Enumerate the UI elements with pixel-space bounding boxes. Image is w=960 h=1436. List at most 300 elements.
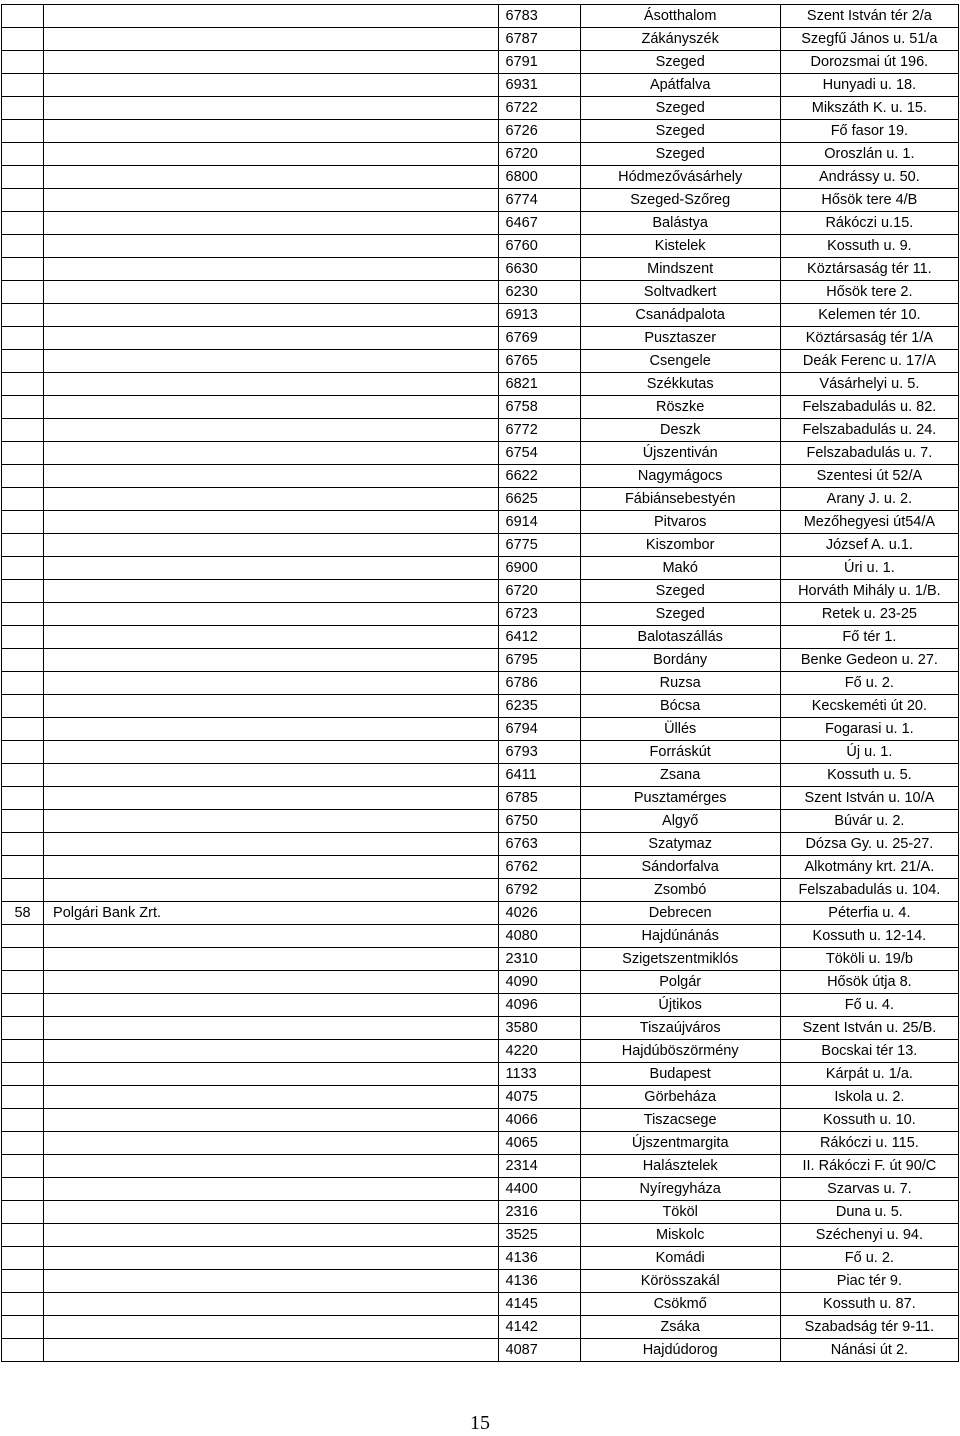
table-row bbox=[2, 1178, 959, 1201]
postal-code-cell: 2314 bbox=[498, 1155, 580, 1178]
city-cell: Nyíregyháza bbox=[580, 1178, 780, 1201]
row-number-cell bbox=[2, 1040, 44, 1063]
address-cell: Fő fasor 19. bbox=[780, 120, 958, 143]
table-row bbox=[2, 971, 959, 994]
address-cell: Dorozsmai út 196. bbox=[780, 51, 958, 74]
address-cell: Hősök tere 2. bbox=[780, 281, 958, 304]
row-number-cell bbox=[2, 1339, 44, 1362]
postal-code-cell: 2310 bbox=[498, 948, 580, 971]
table-row bbox=[2, 511, 959, 534]
row-number-cell bbox=[2, 1316, 44, 1339]
address-cell: Andrássy u. 50. bbox=[780, 166, 958, 189]
postal-code-cell: 6750 bbox=[498, 810, 580, 833]
postal-code-cell: 6772 bbox=[498, 419, 580, 442]
postal-code-cell: 1133 bbox=[498, 1063, 580, 1086]
postal-code-cell: 6769 bbox=[498, 327, 580, 350]
city-cell: Apátfalva bbox=[580, 74, 780, 97]
table-row bbox=[2, 810, 959, 833]
city-cell: Kiszombor bbox=[580, 534, 780, 557]
row-number-cell bbox=[2, 442, 44, 465]
table-row bbox=[2, 925, 959, 948]
address-cell: Felszabadulás u. 82. bbox=[780, 396, 958, 419]
table-row bbox=[2, 1109, 959, 1132]
row-number-cell bbox=[2, 534, 44, 557]
row-number-cell bbox=[2, 856, 44, 879]
bank-name-cell bbox=[44, 1293, 498, 1316]
bank-name-cell bbox=[44, 1201, 498, 1224]
table-row bbox=[2, 1063, 959, 1086]
postal-code-cell: 6783 bbox=[498, 5, 580, 28]
city-cell: Hajdúnánás bbox=[580, 925, 780, 948]
address-cell: Fő u. 2. bbox=[780, 672, 958, 695]
bank-name-cell bbox=[44, 258, 498, 281]
postal-code-cell: 6230 bbox=[498, 281, 580, 304]
table-row bbox=[2, 994, 959, 1017]
city-cell: Zsana bbox=[580, 764, 780, 787]
address-cell: Mikszáth K. u. 15. bbox=[780, 97, 958, 120]
row-number-cell bbox=[2, 764, 44, 787]
table-row bbox=[2, 373, 959, 396]
table-row bbox=[2, 488, 959, 511]
row-number-cell bbox=[2, 810, 44, 833]
postal-code-cell: 4400 bbox=[498, 1178, 580, 1201]
postal-code-cell: 4075 bbox=[498, 1086, 580, 1109]
address-cell: Szent István tér 2/a bbox=[780, 5, 958, 28]
address-cell: II. Rákóczi F. út 90/C bbox=[780, 1155, 958, 1178]
bank-name-cell bbox=[44, 856, 498, 879]
postal-code-cell: 4136 bbox=[498, 1270, 580, 1293]
city-cell: Deszk bbox=[580, 419, 780, 442]
bank-name-cell bbox=[44, 281, 498, 304]
row-number-cell bbox=[2, 787, 44, 810]
postal-code-cell: 6794 bbox=[498, 718, 580, 741]
table-row bbox=[2, 28, 959, 51]
city-cell: Pusztaszer bbox=[580, 327, 780, 350]
bank-name-cell bbox=[44, 1247, 498, 1270]
bank-name-cell bbox=[44, 396, 498, 419]
row-number-cell bbox=[2, 1247, 44, 1270]
postal-code-cell: 4145 bbox=[498, 1293, 580, 1316]
bank-name-cell bbox=[44, 166, 498, 189]
postal-code-cell: 4220 bbox=[498, 1040, 580, 1063]
table-row bbox=[2, 1270, 959, 1293]
address-cell: Péterfia u. 4. bbox=[780, 902, 958, 925]
row-number-cell bbox=[2, 1109, 44, 1132]
bank-name-cell bbox=[44, 304, 498, 327]
row-number-cell bbox=[2, 327, 44, 350]
row-number-cell bbox=[2, 649, 44, 672]
row-number-cell bbox=[2, 1063, 44, 1086]
table-row bbox=[2, 51, 959, 74]
row-number-cell bbox=[2, 1224, 44, 1247]
address-cell: Köztársaság tér 11. bbox=[780, 258, 958, 281]
row-number-cell bbox=[2, 1155, 44, 1178]
postal-code-cell: 6758 bbox=[498, 396, 580, 419]
postal-code-cell: 6793 bbox=[498, 741, 580, 764]
table-row bbox=[2, 465, 959, 488]
bank-name-cell bbox=[44, 695, 498, 718]
row-number-cell bbox=[2, 1270, 44, 1293]
table-row bbox=[2, 74, 959, 97]
postal-code-cell: 6726 bbox=[498, 120, 580, 143]
table-row bbox=[2, 143, 959, 166]
postal-code-cell: 3580 bbox=[498, 1017, 580, 1040]
city-cell: Zsombó bbox=[580, 879, 780, 902]
table-row bbox=[2, 212, 959, 235]
row-number-cell bbox=[2, 833, 44, 856]
city-cell: Halásztelek bbox=[580, 1155, 780, 1178]
bank-name-cell bbox=[44, 718, 498, 741]
postal-code-cell: 4065 bbox=[498, 1132, 580, 1155]
postal-code-cell: 4080 bbox=[498, 925, 580, 948]
city-cell: Soltvadkert bbox=[580, 281, 780, 304]
city-cell: Algyő bbox=[580, 810, 780, 833]
address-cell: Rákóczi u.15. bbox=[780, 212, 958, 235]
postal-code-cell: 4136 bbox=[498, 1247, 580, 1270]
bank-name-cell bbox=[44, 74, 498, 97]
postal-code-cell: 4066 bbox=[498, 1109, 580, 1132]
city-cell: Szeged bbox=[580, 97, 780, 120]
postal-code-cell: 4087 bbox=[498, 1339, 580, 1362]
postal-code-cell: 6774 bbox=[498, 189, 580, 212]
city-cell: Görbeháza bbox=[580, 1086, 780, 1109]
city-cell: Budapest bbox=[580, 1063, 780, 1086]
table-row bbox=[2, 603, 959, 626]
row-number-cell bbox=[2, 143, 44, 166]
city-cell: Röszke bbox=[580, 396, 780, 419]
address-cell: Oroszlán u. 1. bbox=[780, 143, 958, 166]
row-number-cell bbox=[2, 626, 44, 649]
address-cell: Duna u. 5. bbox=[780, 1201, 958, 1224]
address-cell: Piac tér 9. bbox=[780, 1270, 958, 1293]
postal-code-cell: 6722 bbox=[498, 97, 580, 120]
row-number-cell bbox=[2, 879, 44, 902]
city-cell: Székkutas bbox=[580, 373, 780, 396]
bank-name-cell bbox=[44, 741, 498, 764]
bank-name-cell bbox=[44, 1316, 498, 1339]
bank-name-cell bbox=[44, 327, 498, 350]
row-number-cell bbox=[2, 166, 44, 189]
address-cell: Bocskai tér 13. bbox=[780, 1040, 958, 1063]
bank-name-cell bbox=[44, 5, 498, 28]
row-number-cell bbox=[2, 281, 44, 304]
table-row bbox=[2, 902, 959, 925]
address-cell: Kecskeméti út 20. bbox=[780, 695, 958, 718]
table-row bbox=[2, 534, 959, 557]
table-row bbox=[2, 787, 959, 810]
table-row bbox=[2, 189, 959, 212]
table-row bbox=[2, 879, 959, 902]
city-cell: Bordány bbox=[580, 649, 780, 672]
address-cell: Hunyadi u. 18. bbox=[780, 74, 958, 97]
postal-code-cell: 6411 bbox=[498, 764, 580, 787]
address-cell: Felszabadulás u. 7. bbox=[780, 442, 958, 465]
row-number-cell bbox=[2, 1201, 44, 1224]
city-cell: Szigetszentmiklós bbox=[580, 948, 780, 971]
row-number-cell bbox=[2, 350, 44, 373]
city-cell: Hódmezővásárhely bbox=[580, 166, 780, 189]
city-cell: Csengele bbox=[580, 350, 780, 373]
row-number-cell bbox=[2, 1132, 44, 1155]
row-number-cell bbox=[2, 189, 44, 212]
row-number-cell bbox=[2, 718, 44, 741]
bank-name-cell bbox=[44, 1339, 498, 1362]
address-cell: Felszabadulás u. 104. bbox=[780, 879, 958, 902]
city-cell: Pusztamérges bbox=[580, 787, 780, 810]
bank-name-cell bbox=[44, 1109, 498, 1132]
city-cell: Csanádpalota bbox=[580, 304, 780, 327]
row-number-cell bbox=[2, 304, 44, 327]
row-number-cell bbox=[2, 97, 44, 120]
address-cell: Fő u. 2. bbox=[780, 1247, 958, 1270]
row-number-cell bbox=[2, 994, 44, 1017]
city-cell: Pitvaros bbox=[580, 511, 780, 534]
address-cell: Iskola u. 2. bbox=[780, 1086, 958, 1109]
bank-name-cell bbox=[44, 810, 498, 833]
row-number-cell bbox=[2, 419, 44, 442]
city-cell: Forráskút bbox=[580, 741, 780, 764]
address-cell: Hősök útja 8. bbox=[780, 971, 958, 994]
postal-code-cell: 4090 bbox=[498, 971, 580, 994]
address-cell: Fő tér 1. bbox=[780, 626, 958, 649]
city-cell: Balástya bbox=[580, 212, 780, 235]
row-number-cell: 58 bbox=[2, 902, 44, 925]
table-row bbox=[2, 419, 959, 442]
postal-code-cell: 6467 bbox=[498, 212, 580, 235]
postal-code-cell: 6723 bbox=[498, 603, 580, 626]
bank-name-cell bbox=[44, 1178, 498, 1201]
postal-code-cell: 6775 bbox=[498, 534, 580, 557]
bank-name-cell bbox=[44, 649, 498, 672]
city-cell: Miskolc bbox=[580, 1224, 780, 1247]
postal-code-cell: 6630 bbox=[498, 258, 580, 281]
postal-code-cell: 6785 bbox=[498, 787, 580, 810]
city-cell: Szatymaz bbox=[580, 833, 780, 856]
row-number-cell bbox=[2, 511, 44, 534]
city-cell: Ruzsa bbox=[580, 672, 780, 695]
city-cell: Polgár bbox=[580, 971, 780, 994]
table-row bbox=[2, 97, 959, 120]
branch-table-body bbox=[2, 5, 959, 1362]
postal-code-cell: 6412 bbox=[498, 626, 580, 649]
row-number-cell bbox=[2, 971, 44, 994]
postal-code-cell: 6786 bbox=[498, 672, 580, 695]
bank-name-cell bbox=[44, 373, 498, 396]
bank-name-cell bbox=[44, 603, 498, 626]
address-cell: Alkotmány krt. 21/A. bbox=[780, 856, 958, 879]
city-cell: Szeged bbox=[580, 51, 780, 74]
address-cell: Arany J. u. 2. bbox=[780, 488, 958, 511]
bank-name-cell bbox=[44, 189, 498, 212]
table-row bbox=[2, 1247, 959, 1270]
table-row bbox=[2, 1132, 959, 1155]
city-cell: Szeged bbox=[580, 143, 780, 166]
row-number-cell bbox=[2, 396, 44, 419]
address-cell: Kossuth u. 12-14. bbox=[780, 925, 958, 948]
table-row bbox=[2, 304, 959, 327]
address-cell: Dózsa Gy. u. 25-27. bbox=[780, 833, 958, 856]
row-number-cell bbox=[2, 1017, 44, 1040]
address-cell: Mezőhegyesi út54/A bbox=[780, 511, 958, 534]
row-number-cell bbox=[2, 258, 44, 281]
city-cell: Nagymágocs bbox=[580, 465, 780, 488]
table-row bbox=[2, 166, 959, 189]
address-cell: Szent István u. 25/B. bbox=[780, 1017, 958, 1040]
address-cell: Szarvas u. 7. bbox=[780, 1178, 958, 1201]
postal-code-cell: 6821 bbox=[498, 373, 580, 396]
city-cell: Debrecen bbox=[580, 902, 780, 925]
address-cell: Búvár u. 2. bbox=[780, 810, 958, 833]
table-row bbox=[2, 1155, 959, 1178]
address-cell: Hősök tere 4/B bbox=[780, 189, 958, 212]
row-number-cell bbox=[2, 741, 44, 764]
row-number-cell bbox=[2, 28, 44, 51]
table-row bbox=[2, 580, 959, 603]
row-number-cell bbox=[2, 1086, 44, 1109]
table-row bbox=[2, 442, 959, 465]
bank-name-cell bbox=[44, 557, 498, 580]
bank-name-cell bbox=[44, 833, 498, 856]
table-row bbox=[2, 856, 959, 879]
address-cell: Fogarasi u. 1. bbox=[780, 718, 958, 741]
bank-name-cell bbox=[44, 626, 498, 649]
city-cell: Zákányszék bbox=[580, 28, 780, 51]
bank-name-cell bbox=[44, 1040, 498, 1063]
table-row bbox=[2, 120, 959, 143]
bank-name-cell bbox=[44, 143, 498, 166]
table-row bbox=[2, 350, 959, 373]
row-number-cell bbox=[2, 488, 44, 511]
postal-code-cell: 6913 bbox=[498, 304, 580, 327]
postal-code-cell: 6754 bbox=[498, 442, 580, 465]
postal-code-cell: 4026 bbox=[498, 902, 580, 925]
city-cell: Makó bbox=[580, 557, 780, 580]
row-number-cell bbox=[2, 212, 44, 235]
address-cell: Új u. 1. bbox=[780, 741, 958, 764]
bank-name-cell bbox=[44, 212, 498, 235]
bank-name-cell bbox=[44, 235, 498, 258]
address-cell: Úri u. 1. bbox=[780, 557, 958, 580]
postal-code-cell: 6235 bbox=[498, 695, 580, 718]
city-cell: Kistelek bbox=[580, 235, 780, 258]
address-cell: Szabadság tér 9-11. bbox=[780, 1316, 958, 1339]
postal-code-cell: 6792 bbox=[498, 879, 580, 902]
table-row bbox=[2, 764, 959, 787]
postal-code-cell: 6914 bbox=[498, 511, 580, 534]
row-number-cell bbox=[2, 925, 44, 948]
postal-code-cell: 6765 bbox=[498, 350, 580, 373]
bank-name-cell bbox=[44, 1086, 498, 1109]
bank-name-cell bbox=[44, 419, 498, 442]
address-cell: Deák Ferenc u. 17/A bbox=[780, 350, 958, 373]
city-cell: Újszentmargita bbox=[580, 1132, 780, 1155]
table-row bbox=[2, 626, 959, 649]
bank-name-cell bbox=[44, 948, 498, 971]
bank-name-cell bbox=[44, 465, 498, 488]
address-cell: Köztársaság tér 1/A bbox=[780, 327, 958, 350]
city-cell: Zsáka bbox=[580, 1316, 780, 1339]
postal-code-cell: 6931 bbox=[498, 74, 580, 97]
row-number-cell bbox=[2, 74, 44, 97]
bank-name-cell bbox=[44, 971, 498, 994]
bank-name-cell bbox=[44, 1063, 498, 1086]
address-cell: Felszabadulás u. 24. bbox=[780, 419, 958, 442]
postal-code-cell: 6720 bbox=[498, 143, 580, 166]
postal-code-cell: 6791 bbox=[498, 51, 580, 74]
postal-code-cell: 6800 bbox=[498, 166, 580, 189]
bank-name-cell bbox=[44, 1224, 498, 1247]
postal-code-cell: 6762 bbox=[498, 856, 580, 879]
row-number-cell bbox=[2, 5, 44, 28]
city-cell: Hajdúböszörmény bbox=[580, 1040, 780, 1063]
city-cell: Csökmő bbox=[580, 1293, 780, 1316]
row-number-cell bbox=[2, 373, 44, 396]
table-row bbox=[2, 1086, 959, 1109]
row-number-cell bbox=[2, 695, 44, 718]
row-number-cell bbox=[2, 557, 44, 580]
row-number-cell bbox=[2, 580, 44, 603]
bank-name-cell bbox=[44, 580, 498, 603]
postal-code-cell: 6763 bbox=[498, 833, 580, 856]
bank-name-cell bbox=[44, 442, 498, 465]
bank-name-cell bbox=[44, 787, 498, 810]
row-number-cell bbox=[2, 1293, 44, 1316]
table-row bbox=[2, 695, 959, 718]
table-row bbox=[2, 396, 959, 419]
city-cell: Tiszaújváros bbox=[580, 1017, 780, 1040]
bank-name-cell bbox=[44, 1017, 498, 1040]
address-cell: Retek u. 23-25 bbox=[780, 603, 958, 626]
postal-code-cell: 6900 bbox=[498, 557, 580, 580]
bank-name-cell bbox=[44, 1155, 498, 1178]
table-row bbox=[2, 1040, 959, 1063]
bank-name-cell: Polgári Bank Zrt. bbox=[44, 902, 498, 925]
city-cell: Szeged bbox=[580, 580, 780, 603]
table-row bbox=[2, 833, 959, 856]
table-row bbox=[2, 1201, 959, 1224]
bank-name-cell bbox=[44, 925, 498, 948]
address-cell: József A. u.1. bbox=[780, 534, 958, 557]
city-cell: Szeged-Szőreg bbox=[580, 189, 780, 212]
city-cell: Komádi bbox=[580, 1247, 780, 1270]
city-cell: Ásotthalom bbox=[580, 5, 780, 28]
bank-name-cell bbox=[44, 97, 498, 120]
address-cell: Vásárhelyi u. 5. bbox=[780, 373, 958, 396]
postal-code-cell: 6760 bbox=[498, 235, 580, 258]
table-row bbox=[2, 1339, 959, 1362]
address-cell: Szent István u. 10/A bbox=[780, 787, 958, 810]
address-cell: Tököli u. 19/b bbox=[780, 948, 958, 971]
city-cell: Mindszent bbox=[580, 258, 780, 281]
city-cell: Újtikos bbox=[580, 994, 780, 1017]
postal-code-cell: 6787 bbox=[498, 28, 580, 51]
bank-name-cell bbox=[44, 879, 498, 902]
bank-name-cell bbox=[44, 672, 498, 695]
table-row bbox=[2, 235, 959, 258]
bank-name-cell bbox=[44, 51, 498, 74]
address-cell: Szegfű János u. 51/a bbox=[780, 28, 958, 51]
row-number-cell bbox=[2, 51, 44, 74]
postal-code-cell: 6720 bbox=[498, 580, 580, 603]
postal-code-cell: 6622 bbox=[498, 465, 580, 488]
table-row bbox=[2, 1316, 959, 1339]
city-cell: Sándorfalva bbox=[580, 856, 780, 879]
table-row bbox=[2, 1293, 959, 1316]
address-cell: Széchenyi u. 94. bbox=[780, 1224, 958, 1247]
table-row bbox=[2, 718, 959, 741]
city-cell: Tiszacsege bbox=[580, 1109, 780, 1132]
postal-code-cell: 2316 bbox=[498, 1201, 580, 1224]
